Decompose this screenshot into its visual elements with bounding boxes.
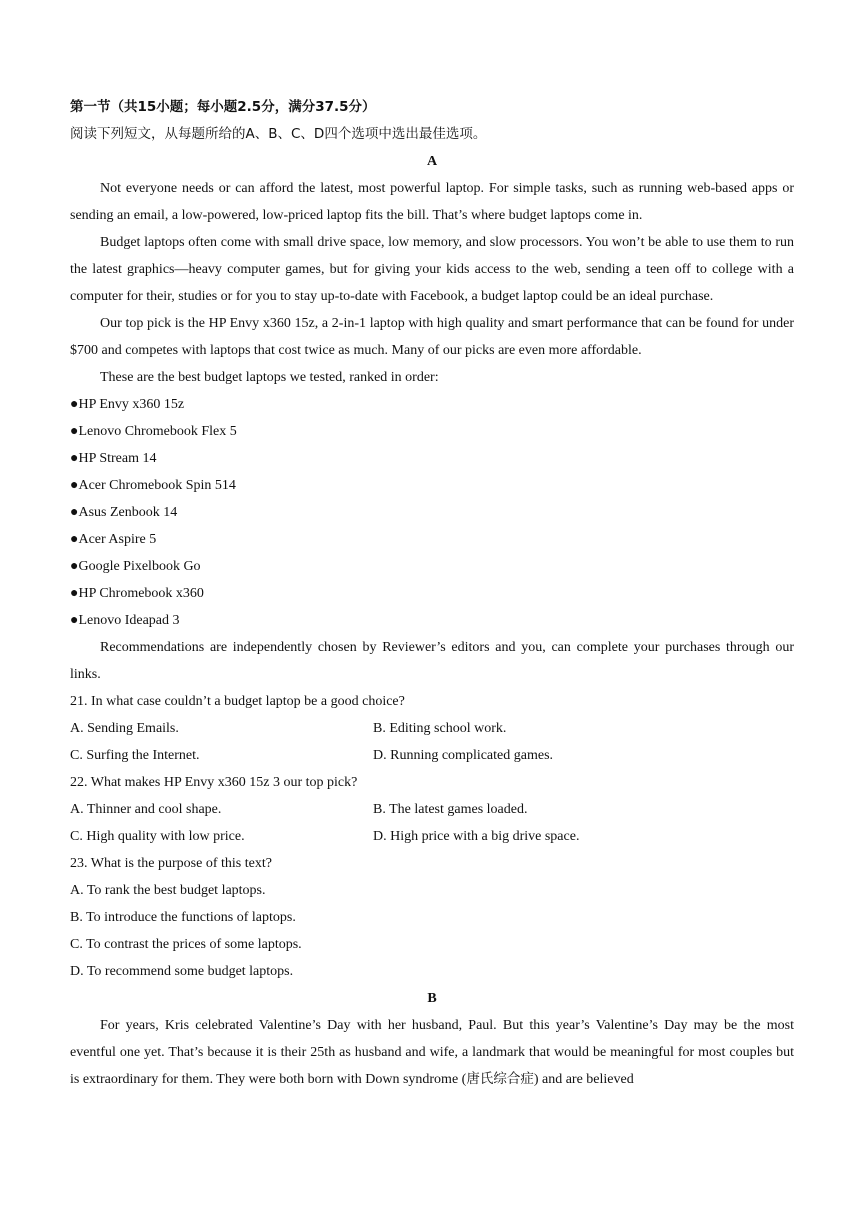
passage-a-paragraph-1: Not everyone needs or can afford the latest, most powerful laptop. For simple tasks, such as running web-based apps or sending an email, a low-powered, low-priced laptop fits the bill. That’s where budget laptops come in. <box>70 181 794 223</box>
list-item: ●Google Pixelbook Go <box>70 559 201 574</box>
passage-a-paragraph-2: Budget laptops often come with small drive space, low memory, and slow processors. You won’t be able to use them to run the latest graphics—heavy computer games, but for giving your kids access to the web, sending a teen off to college with a computer for their, studies or for you to stay up-to-date with Facebook, a budget laptop could be an ideal purchase. <box>70 235 794 304</box>
list-item: ●HP Chromebook x360 <box>70 586 204 601</box>
question-23-stem: 23. What is the purpose of this text? <box>70 856 272 871</box>
option-b: B. To introduce the functions of laptops. <box>70 910 296 925</box>
section-header: 第一节（共15小题；每小题2.5分，满分37.5分） <box>70 99 376 115</box>
passage-a-paragraph-3: Our top pick is the HP Envy x360 15z, a 2-in-1 laptop with high quality and smart performance that can be found for under $700 and competes with laptops that cost twice as much. Many of our picks are even more affordable. <box>70 316 794 358</box>
chinese-term: 唐氏综合症 <box>466 1071 534 1087</box>
list-item: ●Asus Zenbook 14 <box>70 505 178 520</box>
instruction-text: 阅读下列短文，从每题所给的A、B、C、D四个选项中选出最佳选项。 <box>70 126 487 142</box>
question-21-stem: 21. In what case couldn’t a budget laptop be a good choice? <box>70 694 405 709</box>
option-b: B. Editing school work. <box>373 721 507 736</box>
question-21-options-row-1 <box>70 715 794 742</box>
list-item: ●Acer Aspire 5 <box>70 532 157 547</box>
list-item: ●Lenovo Chromebook Flex 5 <box>70 424 237 439</box>
option-d: D. To recommend some budget laptops. <box>70 964 294 979</box>
question-22-options-row-1 <box>70 796 794 823</box>
list-item: ●HP Envy x360 15z <box>70 397 185 412</box>
list-item: ●Acer Chromebook Spin 514 <box>70 478 236 493</box>
option-c: C. High quality with low price. <box>70 829 245 844</box>
passage-a-closing: Recommendations are independently chosen by Reviewer’s editors and you, can complete your purchases through our links. <box>70 640 794 682</box>
question-22-options-row-2 <box>70 823 794 850</box>
question-21-options-row-2 <box>70 742 794 769</box>
option-c: C. To contrast the prices of some laptops. <box>70 937 302 952</box>
passage-b-paragraph-1 <box>70 1012 794 1093</box>
passage-a-label: A <box>426 154 438 169</box>
passage-a-paragraph-4: These are the best budget laptops we tested, ranked in order: <box>100 370 439 385</box>
option-c: C. Surfing the Internet. <box>70 748 200 763</box>
passage-b-text-end: ) and are believed <box>533 1072 634 1087</box>
passage-b-text-start: For years, Kris celebrated Valentine’s Day with her husband, Paul. But this year’s Valentine’s Day may be the most eventful one yet. That’s because it is their 25th as husband and wife, a landmark that would be meaningful for most couples but is extraordinary for them. They were both born with Down syndrome ( <box>70 1018 794 1087</box>
list-item: ●HP Stream 14 <box>70 451 157 466</box>
option-a: A. Thinner and cool shape. <box>70 802 222 817</box>
option-b: B. The latest games loaded. <box>373 802 528 817</box>
list-item: ●Lenovo Ideapad 3 <box>70 613 180 628</box>
option-a: A. To rank the best budget laptops. <box>70 883 266 898</box>
option-d: D. Running complicated games. <box>373 748 554 763</box>
document-page <box>70 94 794 1093</box>
question-22-stem: 22. What makes HP Envy x360 15z 3 our top pick? <box>70 775 358 790</box>
passage-b-label: B <box>427 991 437 1006</box>
laptop-list <box>70 391 794 634</box>
option-a: A. Sending Emails. <box>70 721 179 736</box>
option-d: D. High price with a big drive space. <box>373 829 580 844</box>
